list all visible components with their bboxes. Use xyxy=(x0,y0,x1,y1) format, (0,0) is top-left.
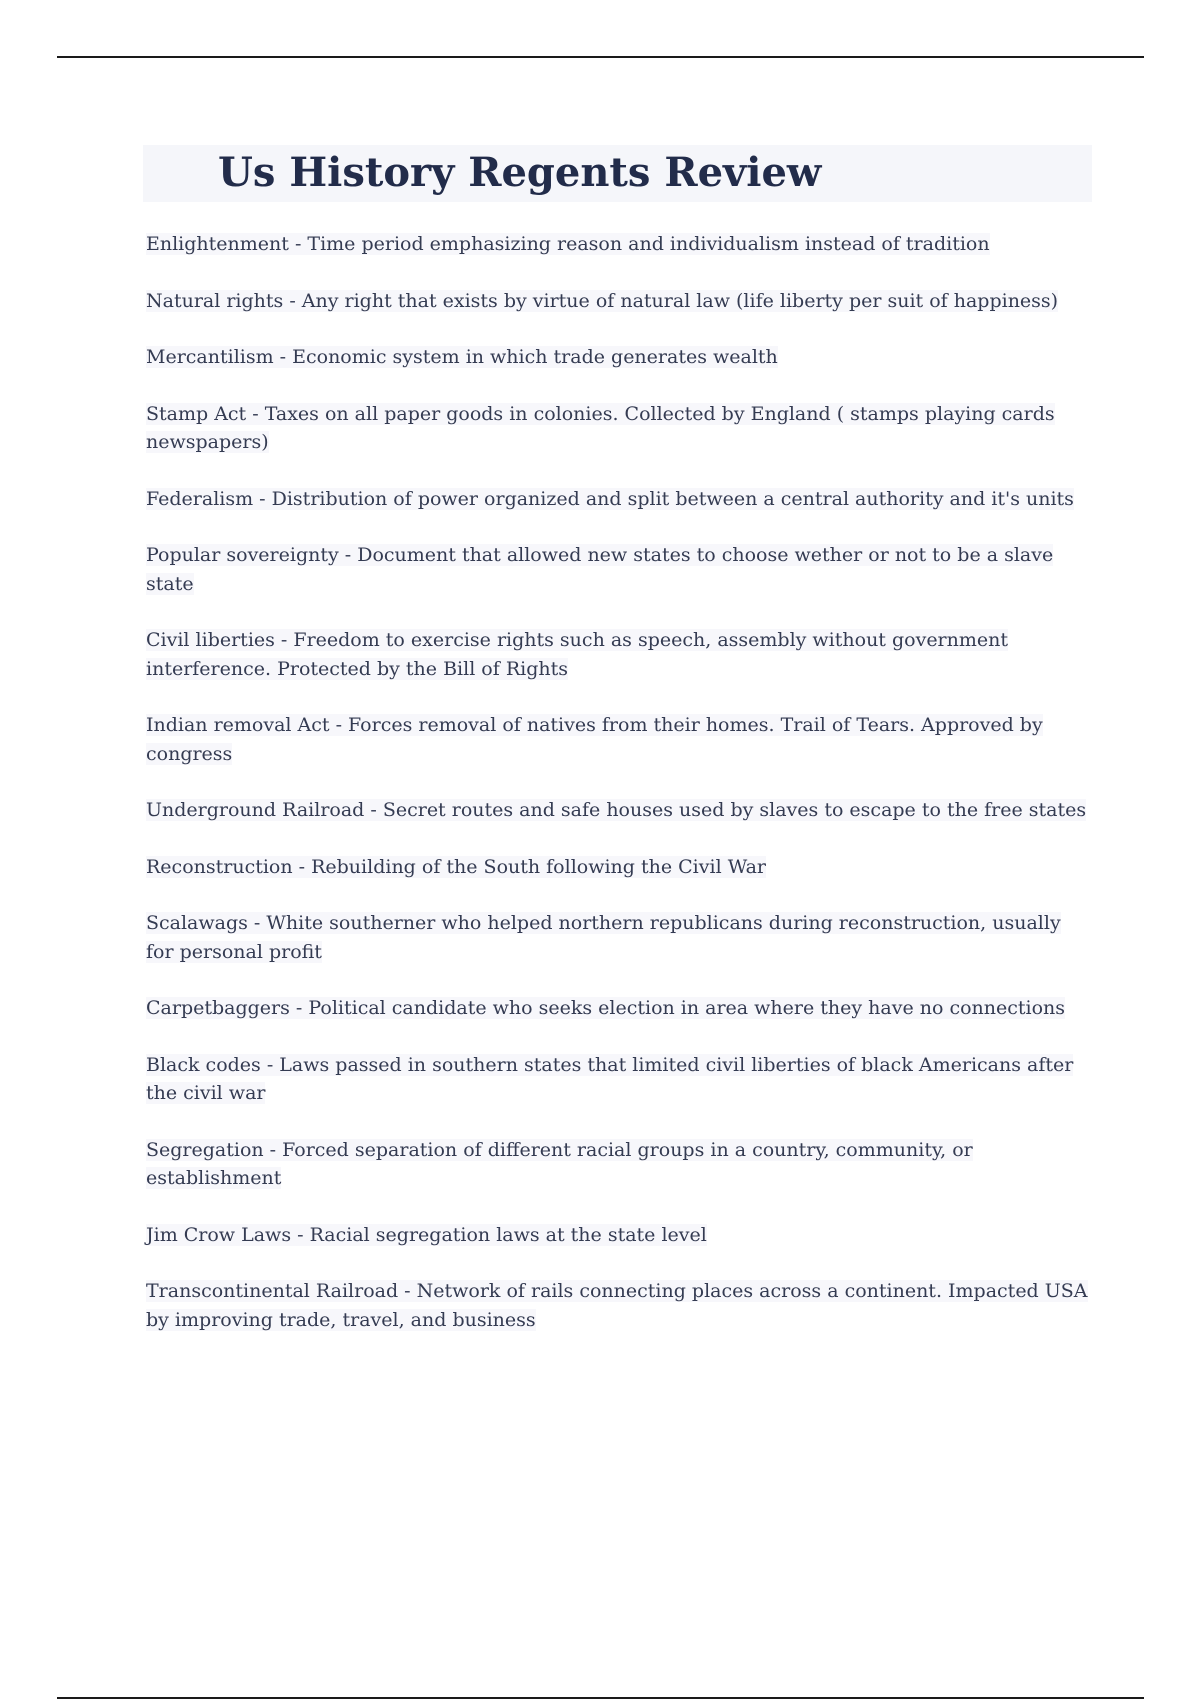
entry-text: Indian removal Act - Forces removal of natives from their homes. Trail of Tears. Approved by congress xyxy=(146,714,1043,765)
top-rule xyxy=(57,56,1144,58)
entry-text: Popular sovereignty - Document that allowed new states to choose wether or not to be a slave state xyxy=(146,544,1054,595)
term-entry-scalawags xyxy=(146,909,1092,966)
entry-text: Mercantilism - Economic system in which trade generates wealth xyxy=(146,346,778,368)
entry-text: Transcontinental Railroad - Network of rails connecting places across a continent. Impacted USA by improving trade, travel, and business xyxy=(146,1280,1088,1331)
term-entry-jim-crow-laws xyxy=(146,1221,1092,1250)
term-entry-enlightenment xyxy=(146,230,1092,259)
entry-text: Black codes - Laws passed in southern states that limited civil liberties of black Americans after the civil war xyxy=(146,1053,1074,1104)
term-entry-civil-liberties xyxy=(146,626,1092,683)
term-entry-mercantilism xyxy=(146,343,1092,372)
term-entry-indian-removal-act xyxy=(146,711,1092,768)
entry-text: Underground Railroad - Secret routes and safe houses used by slaves to escape to the free states xyxy=(146,799,1087,821)
entry-text: Civil liberties - Freedom to exercise rights such as speech, assembly without government interference. Protected by the Bill of Rights xyxy=(146,629,1009,680)
entry-text: Scalawags - White southerner who helped northern republicans during reconstruction, usually for personal profit xyxy=(146,912,1061,963)
term-entry-transcontinental-railroad xyxy=(146,1277,1092,1334)
term-entry-federalism xyxy=(146,485,1092,514)
term-entry-segregation xyxy=(146,1136,1092,1193)
page-title: Us History Regents Review xyxy=(218,149,822,196)
entry-text: Segregation - Forced separation of different racial groups in a country, community, or establishment xyxy=(146,1138,973,1189)
term-list xyxy=(146,230,1092,1362)
term-entry-popular-sovereignty xyxy=(146,541,1092,598)
entry-text: Jim Crow Laws - Racial segregation laws at the state level xyxy=(146,1223,707,1246)
entry-text: Federalism - Distribution of power organized and split between a central authority and it's units xyxy=(146,487,1074,510)
entry-text: Stamp Act - Taxes on all paper goods in colonies. Collected by England ( stamps playing cards newspapers) xyxy=(146,402,1055,453)
term-entry-stamp-act xyxy=(146,400,1092,457)
term-entry-natural-rights xyxy=(146,287,1092,316)
entry-text: Reconstruction - Rebuilding of the South following the Civil War xyxy=(146,855,766,878)
term-entry-black-codes xyxy=(146,1051,1092,1108)
entry-text: Natural rights - Any right that exists by virtue of natural law (life liberty per suit of happiness) xyxy=(146,289,1059,312)
entry-text: Enlightenment - Time period emphasizing reason and individualism instead of tradition xyxy=(146,233,990,255)
bottom-rule xyxy=(57,1697,1144,1699)
entry-text: Carpetbaggers - Political candidate who seeks election in area where they have no connections xyxy=(146,997,1066,1019)
term-entry-carpetbaggers xyxy=(146,994,1092,1023)
term-entry-reconstruction xyxy=(146,853,1092,882)
term-entry-underground-railroad xyxy=(146,796,1092,825)
